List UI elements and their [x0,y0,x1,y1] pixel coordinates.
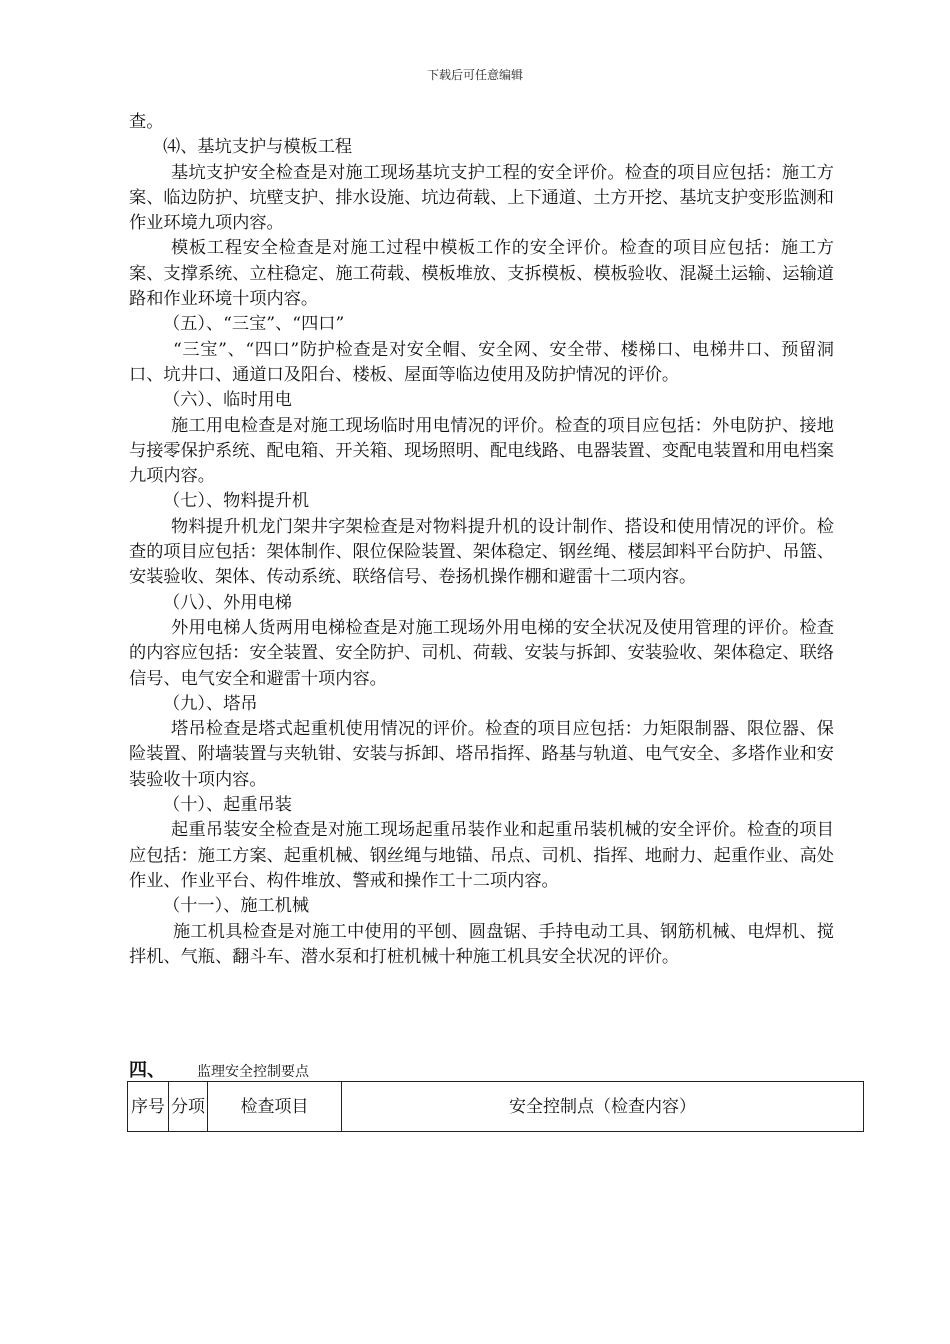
subheading-hoisting: （十）、起重吊装 [163,795,292,816]
section-title: 监理安全控制要点 [197,1064,309,1080]
subheading-material-hoist: （七）、物料提升机 [163,491,310,512]
paragraph-foundation: 基坑支护安全检查是对施工现场基坑支护工程的安全评价。检查的项目应包括：施工方案、临边防护、坑壁支护、排水设施、坑边荷载、上下通道、土方开挖、基坑支护变形监测和作业环境九项内容。 [129,162,834,234]
header-serial-number: 序号 [128,1082,169,1132]
paragraph-three-treasures: “三宝”、“四口”防护检查是对安全帽、安全网、安全带、楼梯口、电梯井口、预留洞口、坑井口、通道口及阳台、楼板、屋面等临边使用及防护情况的评价。 [129,339,834,385]
continuation-text: 查。 [129,112,164,132]
subheading-external-elevator: （八）、外用电梯 [163,592,292,613]
subheading-tower-crane: （九）、塔吊 [163,693,258,714]
subheading-temporary-power: （六）、临时用电 [163,390,292,411]
paragraph-temporary-power: 施工用电检查是对施工现场临时用电情况的评价。检查的项目应包括：外电防护、接地与接零保护系统、配电箱、开关箱、现场照明、配电线路、电器装置、变配电装置和用电档案九项内容。 [129,415,834,487]
subheading-foundation-formwork: ⑷、基坑支护与模板工程 [163,137,353,158]
paragraph-hoisting: 起重吊装安全检查是对施工现场起重吊装作业和起重吊装机械的安全评价。检查的项目应包括：施工方案、起重机械、钢丝绳与地锚、吊点、司机、指挥、地耐力、起重作业、高处作业、作业平台、构件堆放、警戒和操作工十二项内容。 [129,820,834,891]
paragraph-tower-crane: 塔吊检查是塔式起重机使用情况的评价。检查的项目应包括：力矩限制器、限位器、保险装置、附墙装置与夹轨钳、安装与拆卸、塔吊指挥、路基与轨道、电气安全、多塔作业和安装验收十项内容。 [129,719,834,790]
header-sub-item: 分项 [169,1082,208,1132]
control-points-table [127,1081,864,1132]
section-heading [129,1060,309,1083]
subheading-three-treasures: （五）、“三宝”、“四口” [163,314,345,335]
paragraph-material-hoist: 物料提升机龙门架井字架检查是对物料提升机的设计制作、搭设和使用情况的评价。检查的项目应包括：架体制作、限位保险装置、架体稳定、钢丝绳、楼层卸料平台防护、吊篮、安装验收、架体、传动系统、联络信号、卷扬机操作棚和避雷十二项内容。 [129,516,834,588]
paragraph-external-elevator: 外用电梯人货两用电梯检查是对施工现场外用电梯的安全状况及使用管理的评价。检查的内容应包括：安全装置、安全防护、司机、荷载、安装与拆卸、安装验收、架体稳定、联络信号、电气安全和避雷十项内容。 [129,617,834,689]
table-header-row [128,1082,864,1132]
paragraph-formwork: 模板工程安全检查是对施工过程中模板工作的安全评价。检查的项目应包括：施工方案、支撑系统、立柱稳定、施工荷载、模板堆放、支拆模板、模板验收、混凝土运输、运输道路和作业环境十项内容。 [129,238,834,310]
header-inspection-item: 检查项目 [208,1082,342,1132]
paragraph-machinery: 施工机具检查是对施工中使用的平刨、圆盘锯、手持电动工具、钢筋机械、电焊机、搅拌机、气瓶、翻斗车、潜水泵和打桩机械十种施工机具安全状况的评价。 [129,921,834,967]
document-body [129,110,834,970]
section-number: 四、 [129,1060,165,1081]
header-safety-control-points: 安全控制点（检查内容） [342,1082,864,1132]
subheading-machinery: （十一）、施工机械 [163,896,310,917]
page-header: 下载后可任意编辑 [426,68,523,82]
